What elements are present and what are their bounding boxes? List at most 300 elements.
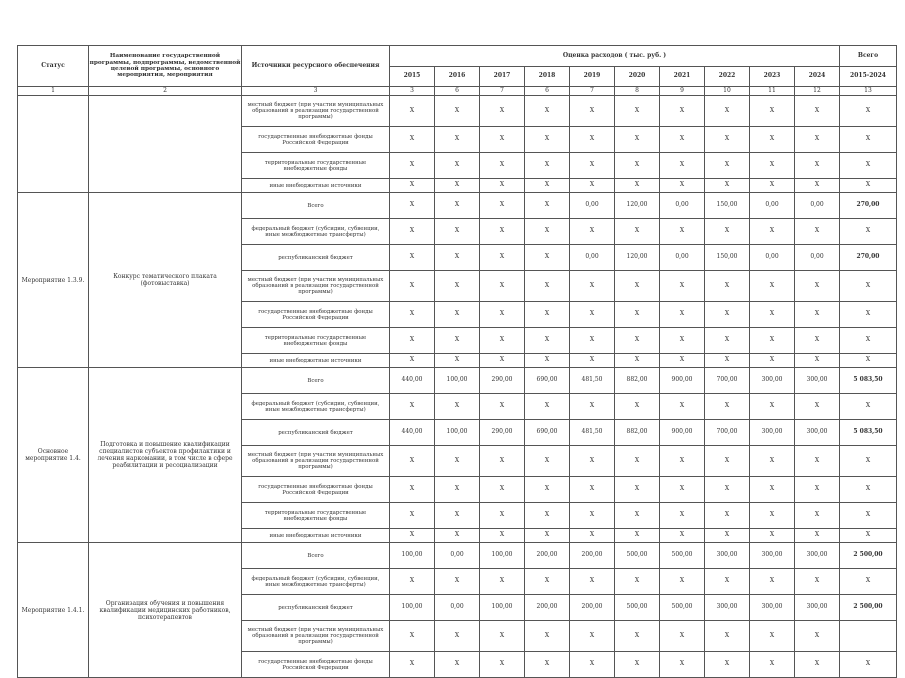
amount-cell: X [795, 394, 840, 420]
column-number: 9 [660, 87, 705, 96]
amount-cell: X [660, 503, 705, 529]
amount-cell: X [660, 354, 705, 368]
amount-cell: X [480, 569, 525, 595]
funding-source: Всего [242, 193, 390, 219]
amount-cell: X [660, 219, 705, 245]
amount-cell: X [615, 219, 660, 245]
amount-cell: 440,00 [390, 420, 435, 446]
amount-cell: X [750, 477, 795, 503]
total-cell: 270,00 [840, 245, 897, 271]
header-source: Источники ресурсного обеспечения [242, 46, 390, 87]
amount-cell: X [750, 179, 795, 193]
amount-cell: X [390, 652, 435, 678]
amount-cell: X [615, 179, 660, 193]
amount-cell: 882,00 [615, 420, 660, 446]
amount-cell: X [390, 271, 435, 302]
amount-cell: X [435, 652, 480, 678]
amount-cell: X [660, 127, 705, 153]
total-cell: X [840, 271, 897, 302]
amount-cell: X [705, 503, 750, 529]
row-name [89, 96, 242, 193]
amount-cell: X [795, 302, 840, 328]
funding-source: местный бюджет (при участии муниципальных образований в реализации государственной программы) [242, 96, 390, 127]
amount-cell: X [480, 302, 525, 328]
header-year: 2021 [660, 67, 705, 87]
total-cell: X [840, 477, 897, 503]
amount-cell: X [435, 477, 480, 503]
total-cell: X [840, 394, 897, 420]
amount-cell: X [525, 96, 570, 127]
amount-cell: X [525, 271, 570, 302]
amount-cell: X [525, 179, 570, 193]
amount-cell: X [615, 153, 660, 179]
amount-cell: X [795, 96, 840, 127]
amount-cell: 300,00 [795, 368, 840, 394]
amount-cell: X [795, 127, 840, 153]
amount-cell: X [705, 477, 750, 503]
funding-source: государственные внебюджетные фонды Российской Федерации [242, 477, 390, 503]
amount-cell: X [795, 328, 840, 354]
amount-cell: 481,50 [570, 420, 615, 446]
header-total-years: 2015-2024 [840, 67, 897, 87]
amount-cell: X [525, 302, 570, 328]
amount-cell: X [480, 127, 525, 153]
row-status: Основное мероприятие 1.4. [18, 368, 89, 543]
amount-cell: 300,00 [750, 420, 795, 446]
amount-cell: X [750, 529, 795, 543]
amount-cell: X [795, 153, 840, 179]
column-number: 12 [795, 87, 840, 96]
amount-cell: X [435, 446, 480, 477]
amount-cell: X [705, 179, 750, 193]
amount-cell: X [750, 354, 795, 368]
table-row [18, 543, 897, 569]
total-cell: X [840, 219, 897, 245]
table-row [18, 193, 897, 219]
amount-cell: X [525, 328, 570, 354]
amount-cell: X [705, 127, 750, 153]
amount-cell: 0,00 [795, 193, 840, 219]
amount-cell: X [570, 652, 615, 678]
column-number: 6 [435, 87, 480, 96]
amount-cell: X [435, 328, 480, 354]
amount-cell: X [435, 394, 480, 420]
amount-cell: X [615, 96, 660, 127]
amount-cell: X [480, 96, 525, 127]
amount-cell: X [615, 529, 660, 543]
amount-cell: 200,00 [570, 595, 615, 621]
row-status: Мероприятие 1.3.9. [18, 193, 89, 368]
amount-cell: X [795, 477, 840, 503]
amount-cell: X [570, 127, 615, 153]
amount-cell: X [615, 569, 660, 595]
amount-cell: X [390, 503, 435, 529]
amount-cell: X [525, 354, 570, 368]
amount-cell: 150,00 [705, 245, 750, 271]
amount-cell: X [660, 652, 705, 678]
amount-cell: X [795, 446, 840, 477]
amount-cell: X [750, 652, 795, 678]
funding-source: местный бюджет (при участии муниципальных образований в реализации государственной программы) [242, 271, 390, 302]
total-cell: X [840, 153, 897, 179]
amount-cell: 0,00 [435, 543, 480, 569]
amount-cell: X [750, 127, 795, 153]
total-cell: 5 083,50 [840, 420, 897, 446]
amount-cell: 0,00 [570, 245, 615, 271]
budget-table [17, 45, 897, 678]
amount-cell: X [750, 394, 795, 420]
amount-cell: X [435, 354, 480, 368]
header-year: 2015 [390, 67, 435, 87]
total-cell: 2 500,00 [840, 595, 897, 621]
column-number: 10 [705, 87, 750, 96]
amount-cell: X [750, 621, 795, 652]
amount-cell: 290,00 [480, 420, 525, 446]
table-row [18, 96, 897, 127]
amount-cell: X [480, 354, 525, 368]
amount-cell: X [570, 529, 615, 543]
amount-cell: 300,00 [705, 595, 750, 621]
row-name: Организация обучения и повышения квалификации медицинских работников, психотерапевтов [89, 543, 242, 678]
amount-cell: 300,00 [795, 595, 840, 621]
amount-cell: X [795, 354, 840, 368]
amount-cell: X [795, 179, 840, 193]
amount-cell: X [705, 394, 750, 420]
amount-cell: X [390, 529, 435, 543]
amount-cell: X [705, 96, 750, 127]
amount-cell: X [570, 354, 615, 368]
amount-cell: 300,00 [750, 595, 795, 621]
row-name: Подготовка и повышение квалификации специалистов субъектов профилактики и лечения наркомании, в том числе в сфере реабилитации и ресоциализации [89, 368, 242, 543]
amount-cell: X [390, 302, 435, 328]
amount-cell: 300,00 [795, 543, 840, 569]
amount-cell: X [390, 328, 435, 354]
amount-cell: X [435, 193, 480, 219]
amount-cell: X [480, 271, 525, 302]
amount-cell: X [750, 153, 795, 179]
total-cell: X [840, 127, 897, 153]
funding-source: территориальные государственные внебюджетные фонды [242, 153, 390, 179]
amount-cell: 0,00 [660, 245, 705, 271]
amount-cell: X [615, 394, 660, 420]
funding-source: местный бюджет (при участии муниципальных образований в реализации государственной программы) [242, 446, 390, 477]
header-year: 2017 [480, 67, 525, 87]
amount-cell: 882,00 [615, 368, 660, 394]
amount-cell: X [390, 621, 435, 652]
amount-cell: X [750, 271, 795, 302]
amount-cell: X [480, 193, 525, 219]
amount-cell: X [390, 245, 435, 271]
amount-cell: X [570, 219, 615, 245]
amount-cell: X [435, 153, 480, 179]
amount-cell: 690,00 [525, 420, 570, 446]
column-number: 3 [390, 87, 435, 96]
total-cell: 270,00 [840, 193, 897, 219]
amount-cell: 200,00 [525, 543, 570, 569]
amount-cell: X [390, 354, 435, 368]
amount-cell: X [750, 503, 795, 529]
amount-cell: X [615, 477, 660, 503]
amount-cell: X [615, 302, 660, 328]
amount-cell: 0,00 [750, 245, 795, 271]
amount-cell: X [615, 446, 660, 477]
amount-cell: X [570, 503, 615, 529]
amount-cell: X [615, 328, 660, 354]
amount-cell: X [570, 153, 615, 179]
amount-cell: 700,00 [705, 420, 750, 446]
amount-cell: 500,00 [615, 543, 660, 569]
amount-cell: 120,00 [615, 245, 660, 271]
funding-source: государственные внебюджетные фонды Российской Федерации [242, 652, 390, 678]
total-cell: X [840, 179, 897, 193]
total-cell [840, 621, 897, 652]
amount-cell: X [480, 652, 525, 678]
amount-cell: X [480, 179, 525, 193]
amount-cell: 0,00 [570, 193, 615, 219]
amount-cell: X [705, 302, 750, 328]
funding-source: иные внебюджетные источники [242, 529, 390, 543]
amount-cell: 0,00 [795, 245, 840, 271]
amount-cell: 100,00 [390, 543, 435, 569]
amount-cell: X [660, 394, 705, 420]
amount-cell: X [435, 271, 480, 302]
amount-cell: X [435, 621, 480, 652]
funding-source: федеральный бюджет (субсидии, субвенции, иные межбюджетные трансферты) [242, 394, 390, 420]
amount-cell: X [390, 153, 435, 179]
amount-cell: X [615, 503, 660, 529]
amount-cell: X [795, 503, 840, 529]
amount-cell: X [570, 179, 615, 193]
amount-cell: 690,00 [525, 368, 570, 394]
amount-cell: 100,00 [390, 595, 435, 621]
amount-cell: X [795, 621, 840, 652]
amount-cell: X [615, 127, 660, 153]
amount-cell: 100,00 [480, 595, 525, 621]
amount-cell: X [435, 302, 480, 328]
column-number: 8 [615, 87, 660, 96]
column-number: 7 [570, 87, 615, 96]
amount-cell: X [570, 328, 615, 354]
amount-cell: X [435, 127, 480, 153]
amount-cell: X [480, 153, 525, 179]
amount-cell: X [480, 529, 525, 543]
amount-cell: X [570, 302, 615, 328]
amount-cell: X [480, 394, 525, 420]
funding-source: территориальные государственные внебюджетные фонды [242, 503, 390, 529]
funding-source: Всего [242, 368, 390, 394]
amount-cell: X [570, 569, 615, 595]
column-number: 11 [750, 87, 795, 96]
amount-cell: 150,00 [705, 193, 750, 219]
amount-cell: X [660, 96, 705, 127]
amount-cell: X [525, 394, 570, 420]
funding-source: государственные внебюджетные фонды Российской Федерации [242, 127, 390, 153]
amount-cell: X [660, 569, 705, 595]
total-cell: X [840, 354, 897, 368]
header-status: Статус [18, 46, 89, 87]
amount-cell: X [525, 569, 570, 595]
amount-cell: 300,00 [750, 543, 795, 569]
column-number: 1 [18, 87, 89, 96]
amount-cell: X [705, 529, 750, 543]
total-cell: X [840, 328, 897, 354]
total-cell: X [840, 569, 897, 595]
amount-cell: X [705, 652, 750, 678]
row-status: Мероприятие 1.4.1. [18, 543, 89, 678]
header-year: 2024 [795, 67, 840, 87]
amount-cell: X [435, 245, 480, 271]
amount-cell: X [480, 245, 525, 271]
amount-cell: X [795, 652, 840, 678]
header-total: Всего [840, 46, 897, 67]
amount-cell: 481,50 [570, 368, 615, 394]
amount-cell: 0,00 [750, 193, 795, 219]
amount-cell: X [615, 652, 660, 678]
row-status [18, 96, 89, 193]
funding-source: территориальные государственные внебюджетные фонды [242, 328, 390, 354]
header-year: 2022 [705, 67, 750, 87]
amount-cell: X [390, 477, 435, 503]
amount-cell: X [705, 621, 750, 652]
total-cell: X [840, 529, 897, 543]
amount-cell: X [660, 446, 705, 477]
amount-cell: X [660, 477, 705, 503]
amount-cell: X [660, 271, 705, 302]
funding-source: Всего [242, 543, 390, 569]
amount-cell: 200,00 [570, 543, 615, 569]
amount-cell: X [750, 569, 795, 595]
amount-cell: X [525, 245, 570, 271]
amount-cell: X [525, 652, 570, 678]
amount-cell: X [390, 446, 435, 477]
amount-cell: X [750, 446, 795, 477]
amount-cell: X [525, 153, 570, 179]
total-cell: X [840, 446, 897, 477]
amount-cell: X [705, 153, 750, 179]
amount-cell: 200,00 [525, 595, 570, 621]
amount-cell: X [525, 127, 570, 153]
amount-cell: X [570, 446, 615, 477]
amount-cell: X [615, 271, 660, 302]
amount-cell: X [390, 127, 435, 153]
header-year: 2016 [435, 67, 480, 87]
amount-cell: X [570, 394, 615, 420]
table-row [18, 368, 897, 394]
amount-cell: 100,00 [480, 543, 525, 569]
amount-cell: X [570, 477, 615, 503]
funding-source: государственные внебюджетные фонды Российской Федерации [242, 302, 390, 328]
amount-cell: X [795, 529, 840, 543]
amount-cell: X [390, 394, 435, 420]
amount-cell: X [705, 219, 750, 245]
amount-cell: X [660, 179, 705, 193]
amount-cell: X [480, 503, 525, 529]
funding-source: федеральный бюджет (субсидии, субвенции, иные межбюджетные трансферты) [242, 219, 390, 245]
amount-cell: X [660, 302, 705, 328]
column-number: 13 [840, 87, 897, 96]
amount-cell: X [795, 271, 840, 302]
amount-cell: X [435, 569, 480, 595]
funding-source: федеральный бюджет (субсидии, субвенции, иные межбюджетные трансферты) [242, 569, 390, 595]
amount-cell: 300,00 [750, 368, 795, 394]
column-number: 7 [480, 87, 525, 96]
amount-cell: X [435, 96, 480, 127]
amount-cell: X [480, 328, 525, 354]
amount-cell: X [525, 219, 570, 245]
amount-cell: X [705, 569, 750, 595]
amount-cell: 0,00 [660, 193, 705, 219]
amount-cell: 900,00 [660, 368, 705, 394]
funding-source: иные внебюджетные источники [242, 179, 390, 193]
amount-cell: X [660, 328, 705, 354]
total-cell: 2 500,00 [840, 543, 897, 569]
column-number: 6 [525, 87, 570, 96]
column-number: 2 [89, 87, 242, 96]
amount-cell: X [525, 503, 570, 529]
header-year: 2020 [615, 67, 660, 87]
amount-cell: X [615, 621, 660, 652]
amount-cell: X [480, 477, 525, 503]
amount-cell: X [390, 219, 435, 245]
amount-cell: 290,00 [480, 368, 525, 394]
amount-cell: 900,00 [660, 420, 705, 446]
total-cell: 5 083,50 [840, 368, 897, 394]
total-cell: X [840, 302, 897, 328]
amount-cell: X [435, 219, 480, 245]
amount-cell: X [480, 446, 525, 477]
amount-cell: X [750, 96, 795, 127]
funding-source: республиканский бюджет [242, 420, 390, 446]
amount-cell: X [795, 569, 840, 595]
amount-cell: X [660, 621, 705, 652]
amount-cell: X [660, 153, 705, 179]
amount-cell: X [435, 179, 480, 193]
funding-source: иные внебюджетные источники [242, 354, 390, 368]
amount-cell: X [705, 354, 750, 368]
header-year: 2023 [750, 67, 795, 87]
amount-cell: 500,00 [660, 543, 705, 569]
amount-cell: X [570, 96, 615, 127]
funding-source: республиканский бюджет [242, 245, 390, 271]
amount-cell: X [525, 621, 570, 652]
funding-source: республиканский бюджет [242, 595, 390, 621]
funding-source: местный бюджет (при участии муниципальных образований в реализации государственной программы) [242, 621, 390, 652]
amount-cell: X [390, 96, 435, 127]
amount-cell: X [435, 529, 480, 543]
amount-cell: X [705, 446, 750, 477]
amount-cell: X [660, 529, 705, 543]
amount-cell: X [615, 354, 660, 368]
amount-cell: X [750, 302, 795, 328]
header-year: 2019 [570, 67, 615, 87]
amount-cell: X [480, 621, 525, 652]
amount-cell: X [390, 193, 435, 219]
amount-cell: 500,00 [660, 595, 705, 621]
amount-cell: X [750, 328, 795, 354]
amount-cell: 500,00 [615, 595, 660, 621]
amount-cell: X [570, 271, 615, 302]
total-cell: X [840, 96, 897, 127]
amount-cell: 120,00 [615, 193, 660, 219]
amount-cell: 100,00 [435, 368, 480, 394]
row-name: Конкурс тематического плаката (фотовыставка) [89, 193, 242, 368]
amount-cell: X [480, 219, 525, 245]
amount-cell: X [525, 193, 570, 219]
amount-cell: 700,00 [705, 368, 750, 394]
header-estimate: Оценка расходов ( тыс. руб. ) [390, 46, 840, 67]
amount-cell: X [525, 477, 570, 503]
amount-cell: 300,00 [705, 543, 750, 569]
